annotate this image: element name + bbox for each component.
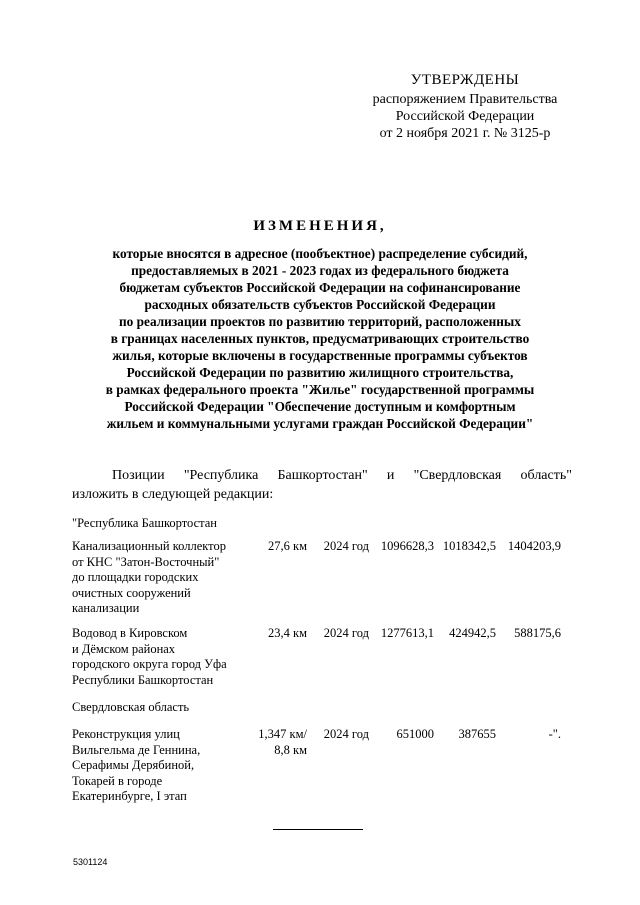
intro-word: область" [520,468,572,483]
approval-block [350,72,580,142]
subtitle-line: которые вносятся в адресное (пообъектное) распределение субсидий, [112,246,528,261]
subtitle-line: в рамках федерального проекта "Жилье" государственной программы [105,382,535,397]
subtitle-line: предоставляемых в 2021 - 2023 годах из федерального бюджета [131,263,509,278]
intro-word: "Свердловская [413,468,502,483]
object-length: 1,347 км/ 8,8 км [258,727,307,757]
object-year: 2024 год [323,727,369,741]
object-length: 23,4 км [268,626,307,640]
subtitle-line: по реализации проектов по развитию территорий, расположенных [119,314,521,329]
approval-heading: УТВЕРЖДЕНЫ [410,72,520,88]
document-subtitle [64,245,576,432]
subtitle-line: Российской Федерации "Обеспечение доступным и комфортным [124,399,516,414]
object-length: 27,6 км [268,539,307,553]
subtitle-line: в границах населенных пунктов, предусматривающих строительство [110,331,530,346]
object-year: 2024 год [323,626,369,640]
object-year: 2024 год [323,539,369,553]
value-col-2: 387655 [458,727,496,741]
intro-paragraph [72,466,572,504]
region-heading-bashkortostan: "Республика Башкортостан [72,516,217,530]
value-col-3: 1404203,9 [507,539,561,553]
intro-line: изложить в следующей редакции: [72,487,274,502]
intro-word: Позиции [112,468,165,483]
object-name: Водовод в Кировском и Дёмском районах городского округа город Уфа Республики Башкортостан [72,626,227,687]
region-heading-sverdlovsk: Свердловская область [72,700,190,714]
intro-word: Башкортостан" [277,468,368,483]
value-col-1: 651000 [396,727,434,741]
value-col-2: 424942,5 [449,626,496,640]
value-col-1: 1096628,3 [380,539,434,553]
value-col-1: 1277613,1 [380,626,434,640]
object-name: Реконструкция улиц Вильгельма де Геннина, Серафимы Дерябиной, Токарей в городе Екатеринбурге, I этап [72,727,201,803]
subtitle-line: жильем и коммунальными услугами граждан Российской Федерации" [106,416,534,431]
subtitle-line: расходных обязательств субъектов Российской Федерации [144,297,496,312]
footer-code: 5301124 [73,857,108,867]
value-col-3: -". [548,727,561,741]
object-name: Канализационный коллектор от КНС "Затон-Восточный" до площадки городских очистных сооружений канализации [72,539,226,615]
intro-word: и [386,468,395,483]
value-col-2: 1018342,5 [442,539,496,553]
subtitle-line: жилья, которые включены в государственные программы субъектов [112,348,528,363]
subtitle-line: бюджетам субъектов Российской Федерации на софинансирование [119,280,521,295]
subtitle-line: Российской Федерации по развитию жилищного строительства, [126,365,514,380]
approval-date-number: от 2 ноября 2021 г. № 3125-р [379,126,551,141]
approval-line: Российской Федерации [395,109,535,124]
approval-line: распоряжением Правительства [372,92,558,107]
intro-word: "Республика [183,468,259,483]
document-title: ИЗМЕНЕНИЯ, [253,218,387,234]
closing-divider [273,829,363,830]
value-col-3: 588175,6 [514,626,561,640]
